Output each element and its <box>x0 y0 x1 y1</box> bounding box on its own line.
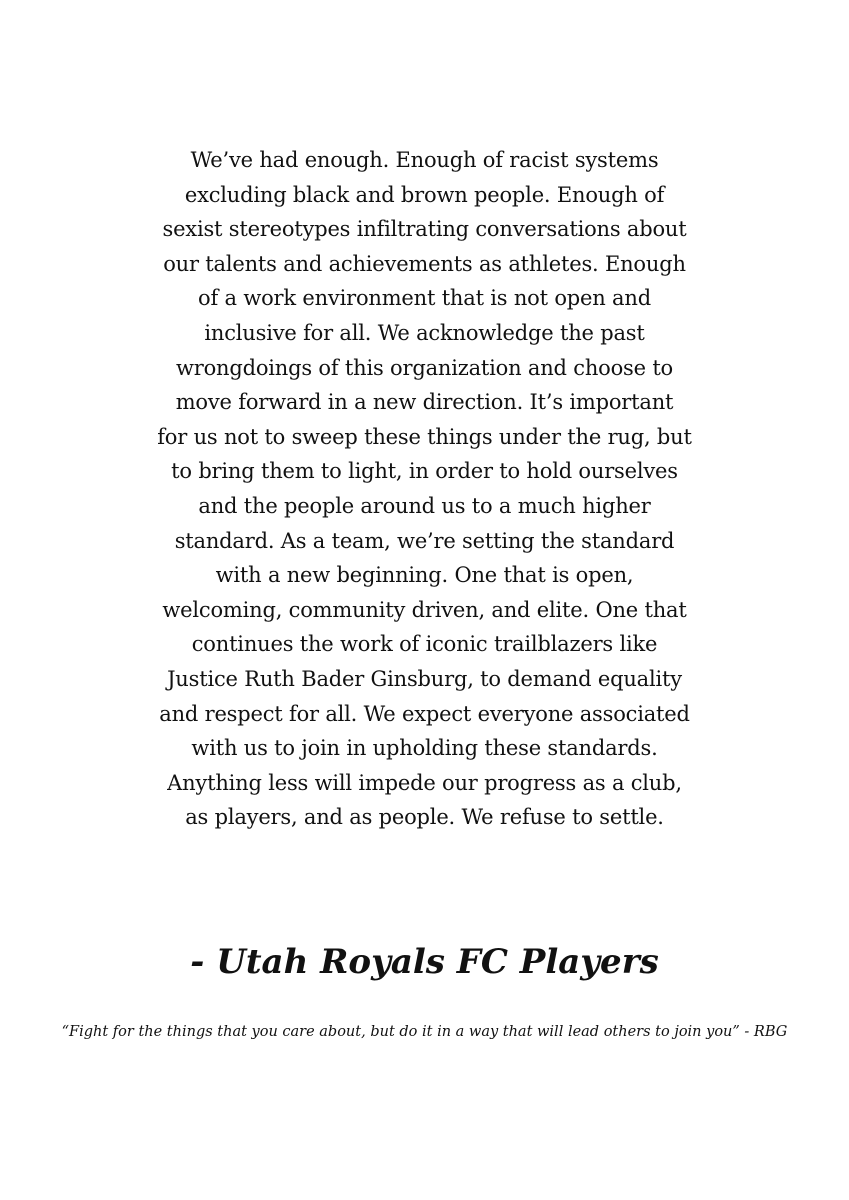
statement-line: our talents and achievements as athletes. Enough <box>163 251 686 276</box>
statement-line: Justice Ruth Bader Ginsburg, to demand equality <box>167 666 682 691</box>
statement-line: excluding black and brown people. Enough of <box>184 182 665 207</box>
statement-line: welcoming, community driven, and elite. One that <box>162 597 687 622</box>
statement-line: move forward in a new direction. It’s important <box>175 390 674 415</box>
statement-line: Anything less will impede our progress as a club, <box>167 770 682 795</box>
statement-line: We’ve had enough. Enough of racist systems <box>190 148 659 172</box>
statement-body <box>120 143 729 835</box>
statement-line: sexist stereotypes infiltrating conversations about <box>162 217 687 242</box>
statement-line: inclusive for all. We acknowledge the past <box>204 320 645 345</box>
statement-line: continues the work of iconic trailblazers like <box>191 632 658 657</box>
statement-line: of a work environment that is not open and <box>198 286 651 311</box>
statement-line: with a new beginning. One that is open, <box>215 563 634 588</box>
statement-line: to bring them to light, in order to hold ourselves <box>171 459 678 484</box>
signature: - Utah Royals FC Players <box>190 942 659 982</box>
statement-line: as players, and as people. We refuse to settle. <box>185 805 664 830</box>
statement-line: wrongdoings of this organization and choose to <box>175 355 674 380</box>
statement-line: with us to join in upholding these standards. <box>191 736 658 761</box>
statement-line: standard. As a team, we’re setting the standard <box>174 528 675 553</box>
rbg-quote: “Fight for the things that you care about, but do it in a way that will lead others to join you” - RBG <box>61 1024 788 1040</box>
statement-line: for us not to sweep these things under the rug, but <box>157 424 692 449</box>
statement-line: and respect for all. We expect everyone associated <box>159 701 690 726</box>
statement-line: and the people around us to a much higher <box>198 493 651 518</box>
